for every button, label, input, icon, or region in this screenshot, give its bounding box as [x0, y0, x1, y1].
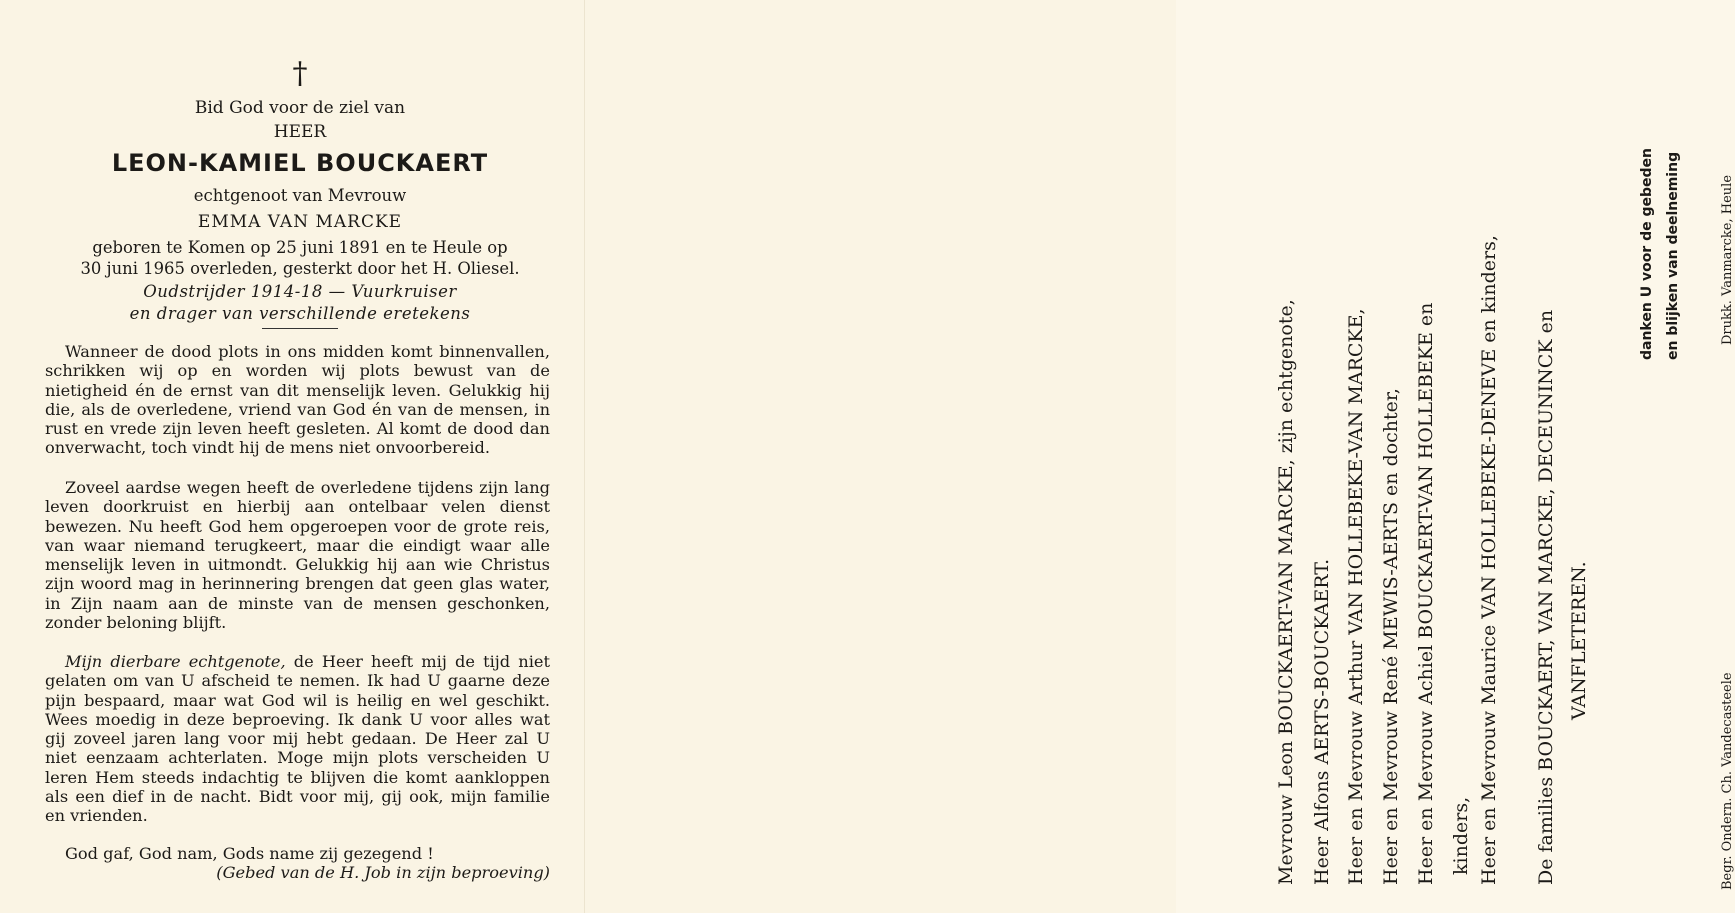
- honor-line-2: en drager van verschillende eretekens: [129, 304, 471, 323]
- paragraph-3-body: de Heer heeft mij de tijd niet gelaten om van U afscheid te nemen. Ik had U gaarne deze pijn bespaard, maar wat God wil is heilig en wel geschikt. Wees moedig in deze beproeving. Ik dank U voor alles wat gij zoveel jaren lang voor mij hebt gedaan. De Heer zal U niet eenzaam achterlaten. Moge mijn plots verscheiden U leren Hem steeds indachtig te blijven die komt aankloppen als een dief in de nacht. Bidt voor mij, gij ook, mijn familie en vrienden.: [45, 652, 550, 826]
- paragraph-3-lead: Mijn dierbare echtgenote,: [65, 652, 286, 671]
- undertaker-credit: Begr. Ondern. Ch. Vandecasteele: [1720, 672, 1735, 890]
- family-line-9: VANFLETEREN.: [1568, 561, 1590, 720]
- paragraph-1: Wanneer de dood plots in ons midden komt binnenvallen, schrikken wij op en worden wij plots bewust van de nietigheid én de ernst van dit menselijk leven. Gelukkig hij die, als de overledene, vriend van God én van de mensen, in rust en vrede zijn leven heeft gesleten. Al komt de dood dan onverwacht, toch vindt hij de mens niet onvoorbereid.: [45, 342, 550, 458]
- divider: [262, 328, 338, 329]
- spouse-intro: echtgenoot van Mevrouw: [193, 186, 407, 205]
- closing-line: God gaf, God nam, Gods name zij gezegend !: [65, 844, 434, 863]
- source-line: (Gebed van de H. Job in zijn beproeving): [216, 863, 550, 882]
- family-line-1: Mevrouw Leon BOUCKAERT-VAN MARCKE, zijn echtgenote,: [1275, 299, 1297, 885]
- spouse-name: EMMA VAN MARCKE: [197, 212, 403, 232]
- card-left-panel: [0, 0, 585, 913]
- intro-text: Bid God voor de ziel van: [194, 98, 406, 118]
- family-line-5: Heer en Mevrouw Achiel BOUCKAERT-VAN HOLLEBEKE en: [1415, 302, 1437, 885]
- paragraph-3: [45, 652, 550, 826]
- family-line-4: Heer en Mevrouw René MEWIS-AERTS en dochter,: [1380, 388, 1402, 885]
- family-line-3: Heer en Mevrouw Arthur VAN HOLLEBEKE-VAN MARCKE,: [1345, 308, 1367, 885]
- family-line-6: kinders,: [1450, 796, 1472, 875]
- family-line-2: Heer Alfons AERTS-BOUCKAERT.: [1311, 558, 1333, 885]
- family-line-7: Heer en Mevrouw Maurice VAN HOLLEBEKE-DENEVE en kinders,: [1478, 235, 1500, 885]
- deceased-name: LEON-KAMIEL BOUCKAERT: [111, 149, 489, 177]
- thanks-line-2: en blijken van deelneming: [1665, 151, 1681, 360]
- printer-credit: Drukk. Vanmarcke, Heule: [1720, 174, 1735, 345]
- life-dates-2: 30 juni 1965 overleden, gesterkt door het H. Oliesel.: [80, 259, 520, 278]
- life-dates-1: geboren te Komen op 25 juni 1891 en te Heule op: [92, 238, 508, 257]
- card-right-panel: [585, 0, 1735, 913]
- honor-line-1: Oudstrijder 1914-18 — Vuurkruiser: [143, 282, 457, 301]
- paragraph-2: Zoveel aardse wegen heeft de overledene tijdens zijn lang leven doorkruist en hierbij aan ontelbaar velen dienst bewezen. Nu heeft God hem opgeroepen voor de grote reis, van waar niemand terugkeert, maar die eindigt waar alle menselijk leven in uitmondt. Gelukkig hij aan wie Christus zijn woord mag in herinnering brengen dat geen glas water, in Zijn naam aan de minste van de mensen geschonken, zonder beloning blijft.: [45, 478, 550, 633]
- thanks-line-1: danken U voor de gebeden: [1639, 148, 1655, 360]
- family-line-8: De families BOUCKAERT, VAN MARCKE, DECEUNINCK en: [1535, 309, 1557, 885]
- title-text: HEER: [273, 122, 327, 142]
- cross-icon: †: [292, 56, 308, 91]
